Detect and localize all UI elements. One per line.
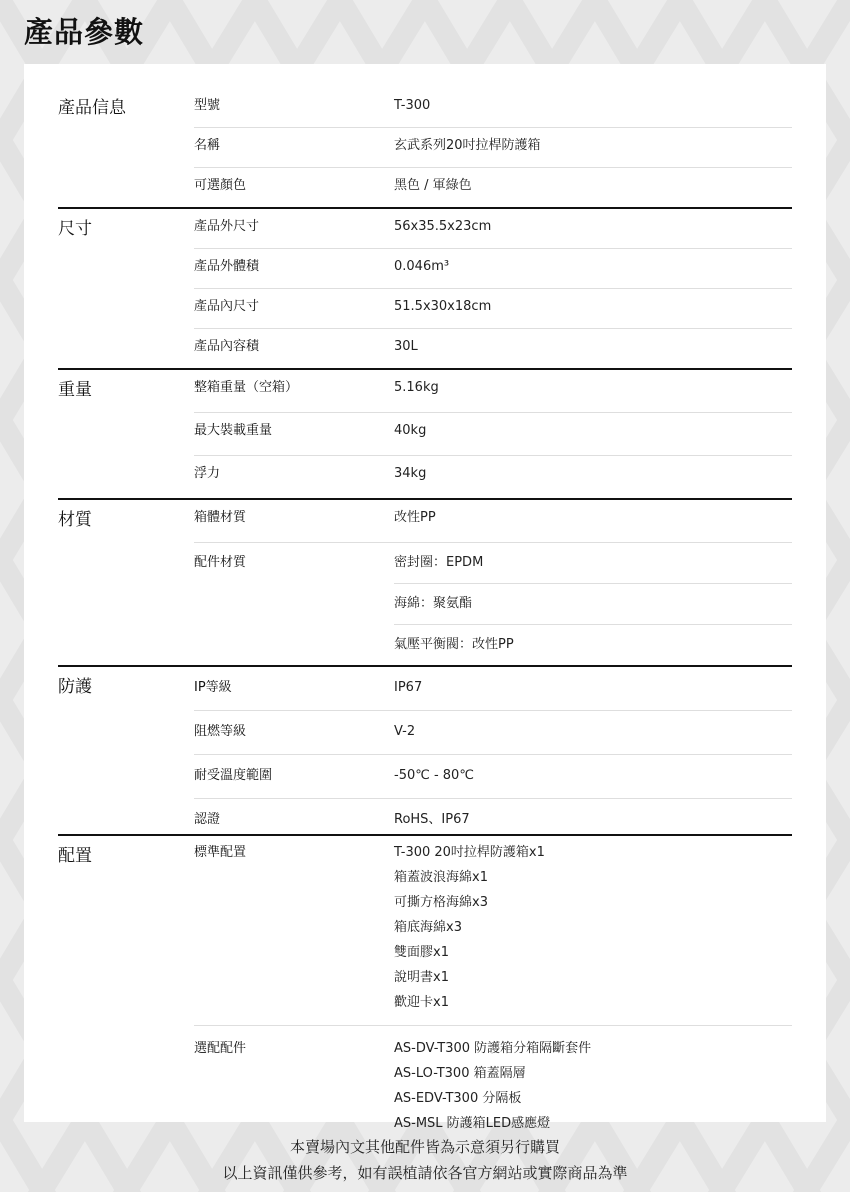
row-label: 阻燃等級 xyxy=(194,724,247,739)
section-label: 配置 xyxy=(58,846,92,866)
row-label: 名稱 xyxy=(194,138,221,153)
row-value: 密封圈：EPDM xyxy=(394,543,792,584)
row-value: 黑色 / 軍綠色 xyxy=(394,178,472,193)
section-label: 產品信息 xyxy=(58,98,126,118)
row-value: AS-LO-T300 箱蓋隔層 xyxy=(394,1066,526,1081)
row-label: 可選顏色 xyxy=(194,178,247,193)
row-label: 產品內容積 xyxy=(194,339,260,354)
row-value: 海綿：聚氨酯 xyxy=(394,584,792,625)
spec-row-empty-weight xyxy=(194,370,792,413)
footer-line-1: 本賣場內文其他配件皆為示意須另行購買 xyxy=(289,1138,560,1156)
row-value: 51.5x30x18cm xyxy=(394,299,492,314)
row-label: 認證 xyxy=(194,812,221,827)
section-dimensions xyxy=(58,209,792,370)
spec-row-colors xyxy=(194,168,792,207)
spec-row-body-material xyxy=(194,500,792,543)
row-label: IP等級 xyxy=(194,680,232,695)
footer-line-2: 以上資訊僅供參考，如有誤植請依各官方網站或實際商品為準 xyxy=(222,1164,628,1182)
row-value: T-300 xyxy=(394,98,431,113)
row-value: 改性PP xyxy=(394,510,436,525)
section-material xyxy=(58,500,792,667)
spec-row-outer-size xyxy=(194,209,792,249)
row-value: 5.16kg xyxy=(394,380,439,395)
row-value: AS-EDV-T300 分隔板 xyxy=(394,1091,522,1106)
row-value: RoHS、IP67 xyxy=(394,812,470,827)
row-value: IP67 xyxy=(394,680,423,695)
spec-row-optional-accessories xyxy=(194,1026,792,1142)
spec-row-temperature xyxy=(194,755,792,799)
section-label: 重量 xyxy=(58,380,92,400)
section-label: 材質 xyxy=(58,510,92,530)
spec-row-outer-volume xyxy=(194,249,792,289)
row-label: 箱體材質 xyxy=(194,510,247,525)
row-label: 型號 xyxy=(194,98,221,113)
spec-row-ip-rating xyxy=(194,667,792,711)
spec-row-flame-rating xyxy=(194,711,792,755)
row-label: 整箱重量（空箱） xyxy=(194,380,299,395)
row-label: 標準配置 xyxy=(194,845,247,860)
row-value: 56x35.5x23cm xyxy=(394,219,492,234)
row-value: 可撕方格海綿x3 xyxy=(394,895,488,910)
row-value: 0.046m³ xyxy=(394,259,450,274)
section-label: 防護 xyxy=(58,677,92,697)
row-value: AS-MSL 防護箱LED感應燈 xyxy=(394,1116,551,1131)
row-label: 產品外體積 xyxy=(194,259,260,274)
spec-sections xyxy=(58,88,792,1142)
row-value: 歡迎卡x1 xyxy=(394,995,449,1010)
section-weight xyxy=(58,370,792,500)
row-label: 產品外尺寸 xyxy=(194,219,260,234)
spec-row-max-load xyxy=(194,413,792,456)
row-value: 40kg xyxy=(394,423,427,438)
spec-row-inner-size xyxy=(194,289,792,329)
spec-row-buoyancy xyxy=(194,456,792,498)
spec-row-model xyxy=(194,88,792,128)
spec-row-standard-config xyxy=(194,836,792,1026)
row-value: 玄武系列20吋拉桿防護箱 xyxy=(394,138,541,153)
section-configuration xyxy=(58,836,792,1142)
row-label: 產品內尺寸 xyxy=(194,299,260,314)
row-label: 選配配件 xyxy=(194,1041,247,1056)
section-protection xyxy=(58,667,792,836)
row-value: 箱底海綿x3 xyxy=(394,920,462,935)
page-title: 產品參數 xyxy=(24,15,145,49)
row-value: AS-DV-T300 防護箱分箱隔斷套件 xyxy=(394,1041,592,1056)
row-value: 說明書x1 xyxy=(394,970,449,985)
spec-row-inner-volume xyxy=(194,329,792,368)
row-value: 氣壓平衡閥：改性PP xyxy=(394,637,514,652)
section-product-info xyxy=(58,88,792,209)
section-label: 尺寸 xyxy=(58,219,92,239)
row-label: 配件材質 xyxy=(194,555,247,570)
footer-notes xyxy=(0,1134,850,1186)
row-value: 34kg xyxy=(394,466,427,481)
row-label: 浮力 xyxy=(194,466,221,481)
spec-row-accessory-material xyxy=(194,543,792,665)
row-value: T-300 20吋拉桿防護箱x1 xyxy=(394,845,545,860)
row-value: 雙面膠x1 xyxy=(394,945,449,960)
spec-card xyxy=(24,64,826,1131)
spec-row-name xyxy=(194,128,792,168)
row-value: -50℃ - 80℃ xyxy=(394,768,474,783)
spec-row-certification xyxy=(194,799,792,834)
row-value: 箱蓋波浪海綿x1 xyxy=(394,870,488,885)
row-label: 耐受溫度範圍 xyxy=(194,768,273,783)
row-label: 最大裝載重量 xyxy=(194,423,273,438)
row-value: V-2 xyxy=(394,724,416,739)
row-value: 30L xyxy=(394,339,418,354)
